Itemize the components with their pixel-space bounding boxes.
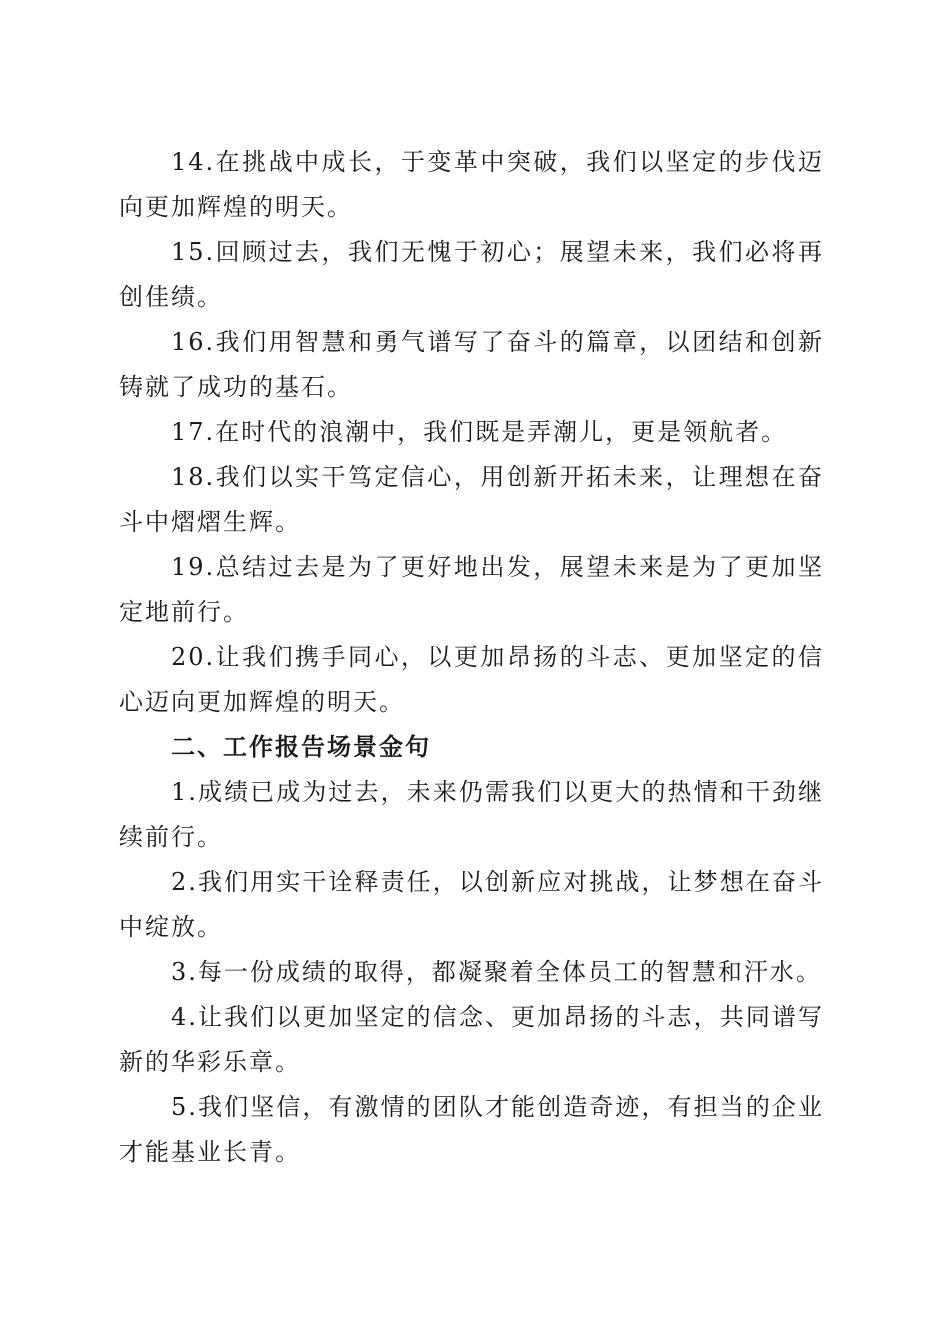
list-item: 15.回顾过去，我们无愧于初心；展望未来，我们必将再创佳绩。 bbox=[119, 238, 824, 311]
list-item: 3.每一份成绩的取得，都凝聚着全体员工的智慧和汗水。 bbox=[171, 958, 822, 986]
list-item: 5.我们坚信，有激情的团队才能创造奇迹，有担当的企业才能基业长青。 bbox=[119, 1093, 824, 1166]
list-item: 1.成绩已成为过去，未来仍需我们以更大的热情和干劲继续前行。 bbox=[119, 778, 824, 851]
section-heading: 二、工作报告场景金句 bbox=[171, 733, 431, 761]
list-item: 19.总结过去是为了更好地出发，展望未来是为了更加坚定地前行。 bbox=[119, 553, 824, 626]
list-item: 2.我们用实干诠释责任，以创新应对挑战，让梦想在奋斗中绽放。 bbox=[119, 868, 824, 941]
list-item: 4.让我们以更加坚定的信念、更加昂扬的斗志，共同谱写新的华彩乐章。 bbox=[119, 1003, 824, 1076]
list-item: 17.在时代的浪潮中，我们既是弄潮儿，更是领航者。 bbox=[171, 418, 788, 446]
list-item: 14.在挑战中成长，于变革中突破，我们以坚定的步伐迈向更加辉煌的明天。 bbox=[119, 148, 824, 221]
list-item: 18.我们以实干笃定信心，用创新开拓未来，让理想在奋斗中熠熠生辉。 bbox=[119, 463, 824, 536]
list-item: 20.让我们携手同心，以更加昂扬的斗志、更加坚定的信心迈向更加辉煌的明天。 bbox=[119, 643, 824, 716]
document-body bbox=[119, 140, 824, 1175]
list-item: 16.我们用智慧和勇气谱写了奋斗的篇章，以团结和创新铸就了成功的基石。 bbox=[119, 328, 824, 401]
